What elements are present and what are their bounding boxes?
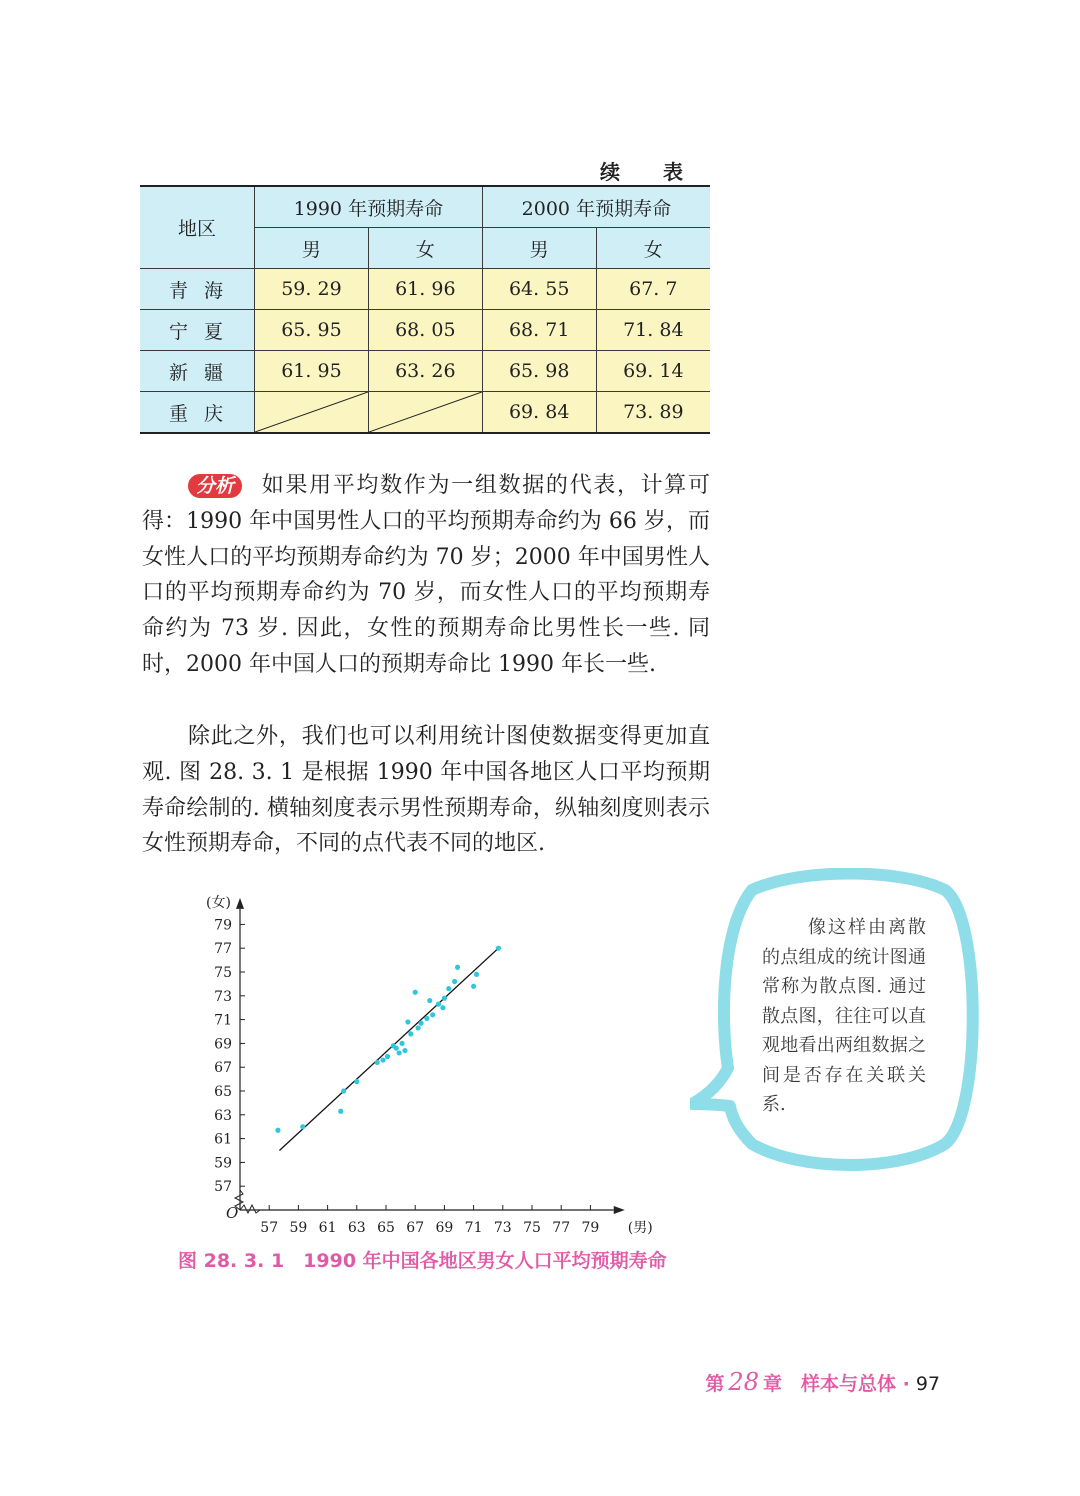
data-point bbox=[405, 1019, 410, 1024]
value-cell: 65. 95 bbox=[255, 310, 369, 351]
y-axis-label: (女) bbox=[206, 894, 231, 911]
value-cell: 68. 71 bbox=[482, 310, 596, 351]
x-tick-label: 71 bbox=[464, 1220, 483, 1236]
analysis-badge: 分析 bbox=[188, 474, 242, 498]
origin-label: O bbox=[226, 1204, 239, 1222]
value-cell: 61. 95 bbox=[255, 351, 369, 392]
data-point bbox=[452, 979, 457, 984]
page-number: 97 bbox=[915, 1373, 940, 1395]
table-row bbox=[140, 310, 710, 351]
data-point bbox=[446, 986, 451, 991]
x-tick-label: 67 bbox=[406, 1220, 425, 1236]
header-male-1990: 男 bbox=[255, 228, 369, 269]
x-tick-label: 63 bbox=[347, 1220, 366, 1236]
data-point bbox=[385, 1054, 390, 1059]
scatter-chart bbox=[190, 880, 660, 1240]
data-point bbox=[375, 1060, 380, 1065]
header-region: 地区 bbox=[140, 186, 255, 269]
region-cell: 宁夏 bbox=[140, 310, 255, 351]
page-footer bbox=[705, 1368, 940, 1396]
y-tick-label: 63 bbox=[214, 1107, 232, 1124]
header-male-2000: 男 bbox=[482, 228, 596, 269]
x-tick-label: 59 bbox=[289, 1220, 308, 1236]
x-tick-label: 69 bbox=[435, 1220, 454, 1236]
value-cell: 69. 84 bbox=[482, 392, 596, 434]
data-point bbox=[440, 1005, 445, 1010]
x-axis-arrow bbox=[614, 1206, 625, 1214]
table-row bbox=[140, 269, 710, 310]
y-tick-label: 67 bbox=[214, 1060, 232, 1077]
chapter-number: 28 bbox=[728, 1368, 759, 1396]
data-point bbox=[402, 1048, 407, 1053]
data-point bbox=[474, 972, 479, 977]
y-tick-label: 61 bbox=[214, 1131, 232, 1148]
data-point bbox=[413, 990, 418, 995]
header-2000: 2000 年预期寿命 bbox=[482, 186, 710, 228]
data-point bbox=[427, 998, 432, 1003]
y-tick-label: 75 bbox=[214, 965, 232, 981]
data-point bbox=[354, 1079, 359, 1084]
data-point bbox=[442, 996, 447, 1001]
y-tick-label: 71 bbox=[214, 1012, 232, 1029]
intro-paragraph: 除此之外，我们也可以利用统计图使数据变得更加直观. 图 28. 3. 1 是根据 1990 年中国各地区人口平均预期寿命绘制的. 横轴刻度表示男性预期寿命，纵轴刻度则表示女性预期寿命，不同的点代表不同的地区. bbox=[142, 724, 710, 857]
x-tick-label: 73 bbox=[493, 1220, 512, 1236]
value-cell: 61. 96 bbox=[368, 269, 482, 310]
data-point bbox=[436, 1002, 441, 1007]
x-tick-label: 79 bbox=[581, 1220, 600, 1236]
y-tick-label: 57 bbox=[214, 1179, 232, 1196]
note-text: 像这样由离散的点组成的统计图通常称为散点图. 通过散点图，往往可以直观地看出两组数据之间是否存在关联关系. bbox=[762, 917, 926, 1115]
value-cell: 67. 7 bbox=[596, 269, 710, 310]
value-cell: 63. 26 bbox=[368, 351, 482, 392]
table-row bbox=[140, 392, 710, 434]
header-female-2000: 女 bbox=[596, 228, 710, 269]
footer-title: 章 样本与总体 · bbox=[762, 1373, 910, 1395]
y-tick-label: 59 bbox=[214, 1155, 232, 1172]
data-point bbox=[338, 1109, 343, 1114]
x-tick-label: 77 bbox=[552, 1220, 571, 1236]
analysis-paragraph bbox=[142, 468, 710, 683]
y-tick-label: 73 bbox=[214, 988, 232, 1005]
analysis-text: 如果用平均数作为一组数据的代表，计算可得：1990 年中国男性人口的平均预期寿命约为 66 岁，而女性人口的平均预期寿命约为 70 岁；2000 年中国男性人口的平均预期寿命约为 70 岁，而女性人口的平均预期寿命约为 73 岁. 因此，女性的预期寿命比男性长一些. 同时，2000 年中国人口的预期寿命比 1990 年长一些. bbox=[142, 473, 710, 677]
data-point bbox=[408, 1031, 413, 1036]
header-female-1990: 女 bbox=[368, 228, 482, 269]
value-cell: 71. 84 bbox=[596, 310, 710, 351]
value-cell: 65. 98 bbox=[482, 351, 596, 392]
x-tick-label: 61 bbox=[318, 1220, 337, 1236]
data-point bbox=[496, 946, 501, 951]
data-point bbox=[397, 1050, 402, 1055]
x-tick-label: 75 bbox=[523, 1220, 541, 1236]
footer-prefix: 第 bbox=[705, 1373, 725, 1395]
x-axis-break bbox=[240, 1205, 260, 1213]
data-point bbox=[418, 1021, 423, 1026]
data-point bbox=[275, 1128, 280, 1133]
value-cell: 68. 05 bbox=[368, 310, 482, 351]
x-axis-label: (男) bbox=[627, 1220, 653, 1236]
empty-cell-diagonal bbox=[255, 392, 369, 434]
value-cell: 59. 29 bbox=[255, 269, 369, 310]
data-point bbox=[471, 984, 476, 989]
value-cell: 69. 14 bbox=[596, 351, 710, 392]
empty-cell-diagonal bbox=[368, 392, 482, 434]
data-point bbox=[341, 1088, 346, 1093]
data-point bbox=[394, 1046, 399, 1051]
data-point bbox=[416, 1025, 421, 1030]
life-expectancy-table bbox=[140, 185, 710, 434]
value-cell: 64. 55 bbox=[482, 269, 596, 310]
region-cell: 新疆 bbox=[140, 351, 255, 392]
data-point bbox=[380, 1057, 385, 1062]
header-1990: 1990 年预期寿命 bbox=[255, 186, 483, 228]
data-point bbox=[430, 1012, 435, 1017]
table-row bbox=[140, 351, 710, 392]
trend-line bbox=[279, 948, 498, 1150]
y-tick-label: 69 bbox=[214, 1036, 232, 1053]
x-tick-label: 57 bbox=[260, 1220, 279, 1236]
table-caption: 续 表 bbox=[600, 160, 701, 184]
y-tick-label: 77 bbox=[214, 941, 232, 958]
region-cell: 重庆 bbox=[140, 392, 255, 434]
data-point bbox=[399, 1041, 404, 1046]
region-cell: 青海 bbox=[140, 269, 255, 310]
chart-caption: 图 28. 3. 1 1990 年中国各地区男女人口平均预期寿命 bbox=[178, 1250, 667, 1272]
y-tick-label: 79 bbox=[214, 917, 232, 934]
y-tick-label: 65 bbox=[214, 1084, 232, 1100]
data-point bbox=[300, 1124, 305, 1129]
data-point bbox=[455, 965, 460, 970]
value-cell: 73. 89 bbox=[596, 392, 710, 434]
x-tick-label: 65 bbox=[377, 1220, 395, 1236]
data-point bbox=[424, 1016, 429, 1021]
y-axis-arrow bbox=[236, 898, 244, 909]
